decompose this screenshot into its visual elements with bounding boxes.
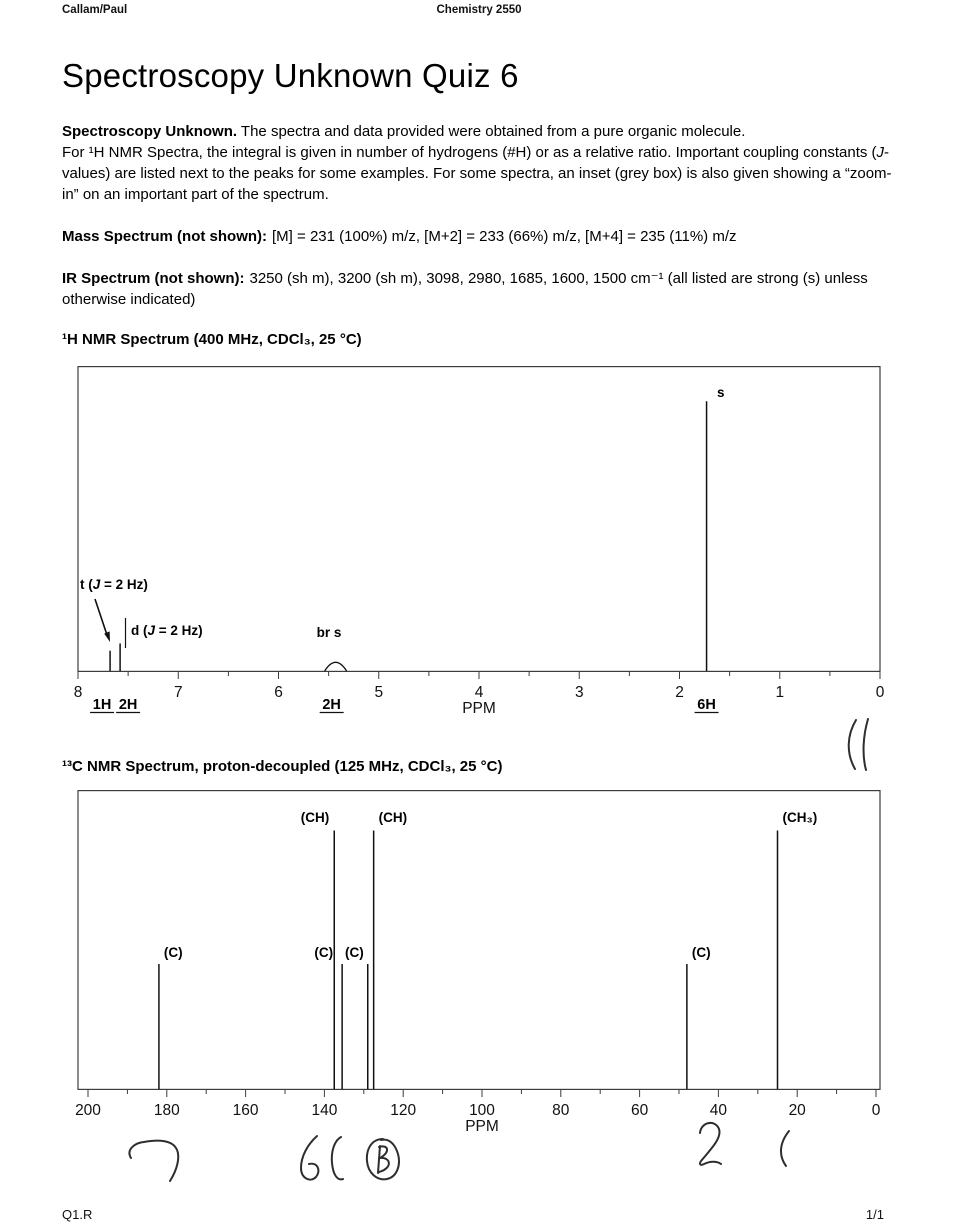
- svg-text:80: 80: [552, 1102, 570, 1119]
- c-nmr-heading: ¹³C NMR Spectrum, proton-decoupled (125 MHz, CDCl₃, 25 °C): [62, 758, 503, 775]
- peak-label: (C): [691, 945, 711, 960]
- svg-text:120: 120: [390, 1102, 417, 1119]
- svg-text:60: 60: [630, 1102, 649, 1119]
- peak-label: t (J = 2 Hz): [80, 577, 148, 592]
- ir-spectrum-label: IR Spectrum (not shown):: [62, 270, 245, 287]
- page-title: Spectroscopy Unknown Quiz 6: [62, 57, 519, 94]
- svg-text:4: 4: [474, 684, 484, 701]
- ir-spectrum-values: 3250 (sh m), 3200 (sh m), 3098, 2980, 1685, 1600, 1500 cm⁻¹ (all listed are strong (s) unless otherwise indicated): [62, 270, 868, 308]
- mass-spectrum-line: [62, 226, 892, 247]
- svg-text:5: 5: [374, 684, 384, 701]
- nmr-peak: [159, 945, 183, 1089]
- spectrum-frame: [78, 791, 880, 1090]
- svg-text:100: 100: [469, 1102, 495, 1119]
- footer-question-id: Q1.R: [62, 1207, 93, 1222]
- mass-spectrum-values: [M] = 231 (100%) m/z, [M+2] = 233 (66%) m/z, [M+4] = 235 (11%) m/z: [272, 228, 737, 245]
- peak-label: s: [717, 385, 725, 400]
- peak-integral: 6H: [697, 697, 716, 713]
- nmr-peak: [317, 625, 347, 713]
- svg-text:200: 200: [75, 1102, 101, 1119]
- h-nmr-spectrum-chart: [58, 366, 900, 718]
- peak-label: (CH): [300, 810, 330, 825]
- peak-label: (C): [314, 945, 334, 960]
- ir-spectrum-line: [62, 268, 892, 310]
- h-nmr-heading: ¹H NMR Spectrum (400 MHz, CDCl₃, 25 °C): [62, 331, 362, 348]
- pen-line-mark-icon: [864, 719, 868, 770]
- footer-page-number: 1/1: [865, 1207, 884, 1222]
- ppm-axis: [74, 672, 885, 717]
- mass-spectrum-label: Mass Spectrum (not shown):: [62, 228, 268, 245]
- nmr-peak: [687, 945, 711, 1089]
- ppm-axis: [75, 1090, 881, 1135]
- svg-text:180: 180: [153, 1102, 180, 1119]
- svg-text:1: 1: [775, 684, 785, 701]
- pen-curl-mark-icon: [332, 1137, 343, 1179]
- peak-label: (C): [163, 945, 183, 960]
- header-course: Chemistry 2550: [436, 4, 522, 16]
- peak-label: d (J = 2 Hz): [131, 623, 203, 638]
- peak-integral: 2H: [118, 697, 138, 713]
- svg-text:0: 0: [875, 684, 885, 701]
- nmr-peak: [314, 945, 342, 1089]
- nmr-peak: [116, 618, 203, 713]
- nmr-peak: [695, 385, 725, 713]
- svg-text:6: 6: [274, 684, 283, 701]
- svg-text:2: 2: [675, 684, 684, 701]
- ppm-axis-label: PPM: [465, 1118, 499, 1135]
- arrow-icon: [104, 631, 110, 642]
- peak-integral: 2H: [322, 697, 341, 713]
- pen-paren-mark-icon: [849, 720, 856, 769]
- peak-label: (C): [344, 945, 364, 960]
- pen-letter-b-mark-icon: [378, 1146, 389, 1173]
- nmr-peak: [374, 810, 408, 1089]
- svg-text:8: 8: [73, 684, 83, 701]
- svg-text:140: 140: [311, 1102, 338, 1119]
- svg-text:20: 20: [788, 1102, 806, 1119]
- svg-text:40: 40: [709, 1102, 728, 1119]
- svg-text:160: 160: [232, 1102, 259, 1119]
- peak-label: (CH₃): [782, 810, 818, 825]
- svg-text:7: 7: [173, 684, 183, 701]
- nmr-peak: [778, 810, 818, 1089]
- pen-small-paren-mark-icon: [781, 1131, 789, 1166]
- pen-loop-mark-icon: [301, 1136, 318, 1180]
- peak-label: (CH): [378, 810, 408, 825]
- peak-integral: 1H: [92, 697, 112, 713]
- svg-text:0: 0: [871, 1102, 881, 1119]
- c-nmr-spectrum-chart: [58, 790, 900, 1136]
- peak-label: br s: [316, 625, 342, 640]
- header-instructors: Callam/Paul: [62, 4, 128, 16]
- pen-circle-mark-icon: [367, 1139, 399, 1179]
- intro-paragraph: Spectroscopy Unknown. The spectra and data provided were obtained from a pure organic molecule. For ¹H NMR Spectra, the integral is given in number of hydrogens (#H) or as a relative ratio. Important coupling constants (J-values) are listed next to the peaks for some examples. For some spectra, an inset (grey box) is also given showing a “zoom-in” on an important part of the spectrum.: [62, 123, 892, 203]
- ppm-axis-label: PPM: [462, 700, 496, 717]
- svg-text:3: 3: [574, 684, 584, 701]
- pen-hook-mark-icon: [129, 1141, 178, 1181]
- nmr-peak: [345, 945, 368, 1089]
- nmr-peak: [80, 577, 148, 713]
